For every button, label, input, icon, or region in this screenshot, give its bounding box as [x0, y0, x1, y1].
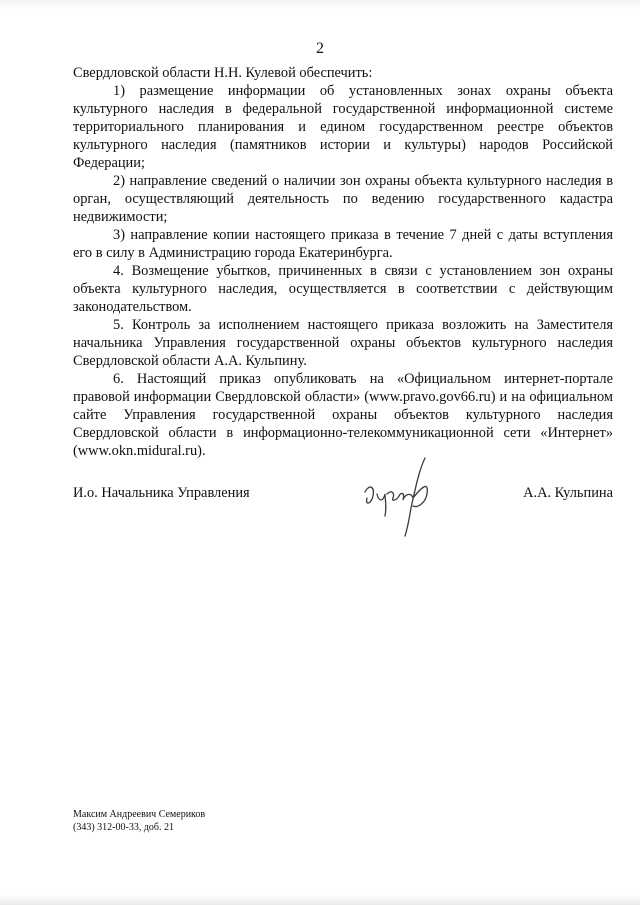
- scan-edge-bottom: [0, 895, 640, 905]
- page-number: 2: [316, 40, 324, 57]
- executor-phone: (343) 312-00-33, доб. 21: [73, 822, 174, 833]
- executor-footer: [73, 808, 205, 834]
- signatory-position: И.о. Начальника Управления: [73, 485, 250, 501]
- document-body: [73, 64, 613, 460]
- paragraph-clause-6: 6. Настоящий приказ опубликовать на «Официальном интернет-портале правовой информации Свердловской области» (www.pravo.gov66.ru) и на официальном сайте Управления государственной охраны объектов культурного наследия Свердловской области в информационно-телекоммуникационной сети «Интернет» (www.okn.midural.ru).: [73, 371, 613, 459]
- paragraph-item-3: 3) направление копии настоящего приказа в течение 7 дней с даты вступления его в силу в Администрацию города Екатеринбурга.: [73, 227, 613, 261]
- paragraph-clause-5: 5. Контроль за исполнением настоящего приказа возложить на Заместителя начальника Управления государственной охраны объектов культурного наследия Свердловской области А.А. Кульпину.: [73, 317, 613, 369]
- handwritten-signature: [355, 450, 445, 540]
- signatory-name: А.А. Кульпина: [523, 485, 613, 501]
- paragraph-item-2: 2) направление сведений о наличии зон охраны объекта культурного наследия в орган, осуществляющий деятельность по ведению государственного кадастра недвижимости;: [73, 173, 613, 225]
- paragraph-item-1: 1) размещение информации об установленных зонах охраны объекта культурного наследия в федеральной государственной информационной системе территориального планирования и едином государственном реестре объектов культурного наследия (памятников истории и культуры) народов Российской Федерации;: [73, 83, 613, 171]
- paragraph-clause-4: 4. Возмещение убытков, причиненных в связи с установлением зон охраны объекта культурного наследия, осуществляется в соответствии с действующим законодательством.: [73, 263, 613, 315]
- scan-edge-top: [0, 0, 640, 10]
- executor-name: Максим Андреевич Семериков: [73, 809, 206, 820]
- paragraph-intro: Свердловской области Н.Н. Кулевой обеспечить:: [73, 65, 373, 81]
